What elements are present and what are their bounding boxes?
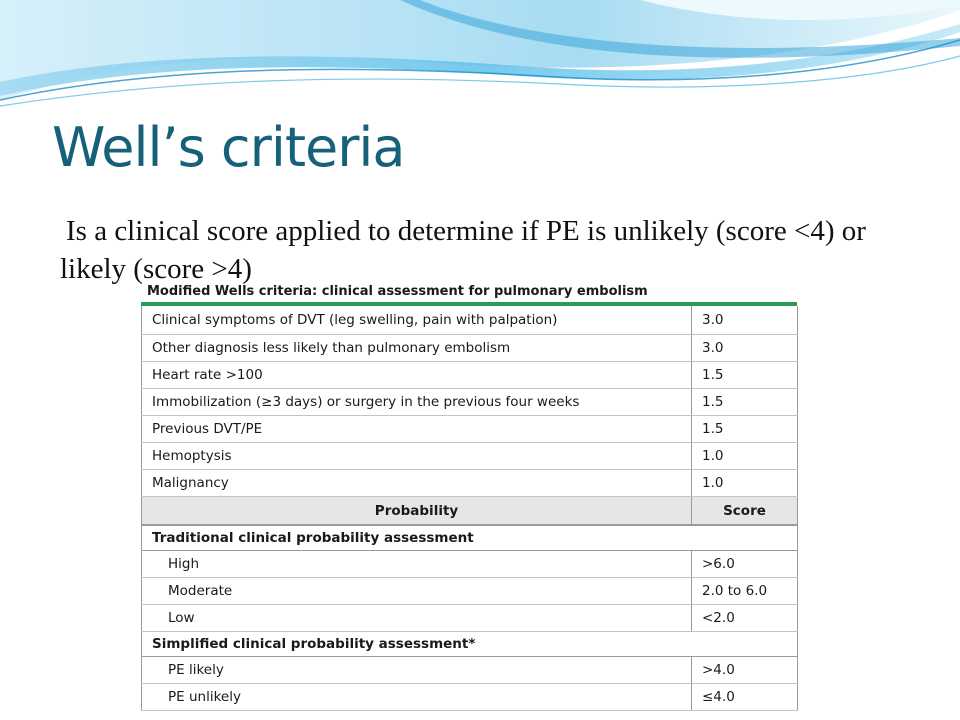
wells-criteria-table-image — [141, 282, 797, 711]
table-header-row — [142, 497, 798, 526]
table-row — [142, 684, 798, 711]
probability-label: Low — [142, 605, 692, 632]
table-row — [142, 362, 798, 389]
criterion-points: 1.0 — [692, 443, 798, 470]
criterion-points: 1.5 — [692, 416, 798, 443]
table-row — [142, 335, 798, 362]
probability-label: PE unlikely — [142, 684, 692, 711]
criterion-label: Immobilization (≥3 days) or surgery in the previous four weeks — [142, 389, 692, 416]
simplified-assessment-heading: Simplified clinical probability assessment* — [142, 632, 798, 657]
criterion-points: 1.5 — [692, 389, 798, 416]
probability-score: 2.0 to 6.0 — [692, 578, 798, 605]
table-row — [142, 416, 798, 443]
probability-score: <2.0 — [692, 605, 798, 632]
table-section-heading — [142, 632, 798, 657]
criterion-points: 3.0 — [692, 306, 798, 335]
probability-label: PE likely — [142, 657, 692, 684]
slide-body-text: Is a clinical score applied to determine if PE is unlikely (score <4) or likely (score >4) — [60, 215, 866, 285]
score-column-header: Score — [692, 497, 798, 526]
criterion-label: Malignancy — [142, 470, 692, 497]
criterion-label: Clinical symptoms of DVT (leg swelling, pain with palpation) — [142, 306, 692, 335]
table-row — [142, 578, 798, 605]
wells-criteria-table — [141, 306, 798, 711]
probability-label: Moderate — [142, 578, 692, 605]
criterion-label: Hemoptysis — [142, 443, 692, 470]
criterion-label: Other diagnosis less likely than pulmonary embolism — [142, 335, 692, 362]
criterion-points: 1.0 — [692, 470, 798, 497]
table-row — [142, 389, 798, 416]
probability-label: High — [142, 551, 692, 578]
table-row — [142, 470, 798, 497]
table-row — [142, 443, 798, 470]
table-section-heading — [142, 525, 798, 551]
traditional-assessment-heading: Traditional clinical probability assessment — [142, 525, 798, 551]
criterion-points: 3.0 — [692, 335, 798, 362]
table-row — [142, 605, 798, 632]
probability-score: >4.0 — [692, 657, 798, 684]
header-wave-decoration — [0, 0, 960, 120]
criterion-points: 1.5 — [692, 362, 798, 389]
probability-score: >6.0 — [692, 551, 798, 578]
criterion-label: Previous DVT/PE — [142, 416, 692, 443]
criterion-label: Heart rate >100 — [142, 362, 692, 389]
slide-title: Well’s criteria — [52, 116, 405, 179]
probability-column-header: Probability — [142, 497, 692, 526]
table-row — [142, 306, 798, 335]
table-row — [142, 657, 798, 684]
table-caption: Modified Wells criteria: clinical assessment for pulmonary embolism — [147, 284, 648, 299]
table-row — [142, 551, 798, 578]
probability-score: ≤4.0 — [692, 684, 798, 711]
